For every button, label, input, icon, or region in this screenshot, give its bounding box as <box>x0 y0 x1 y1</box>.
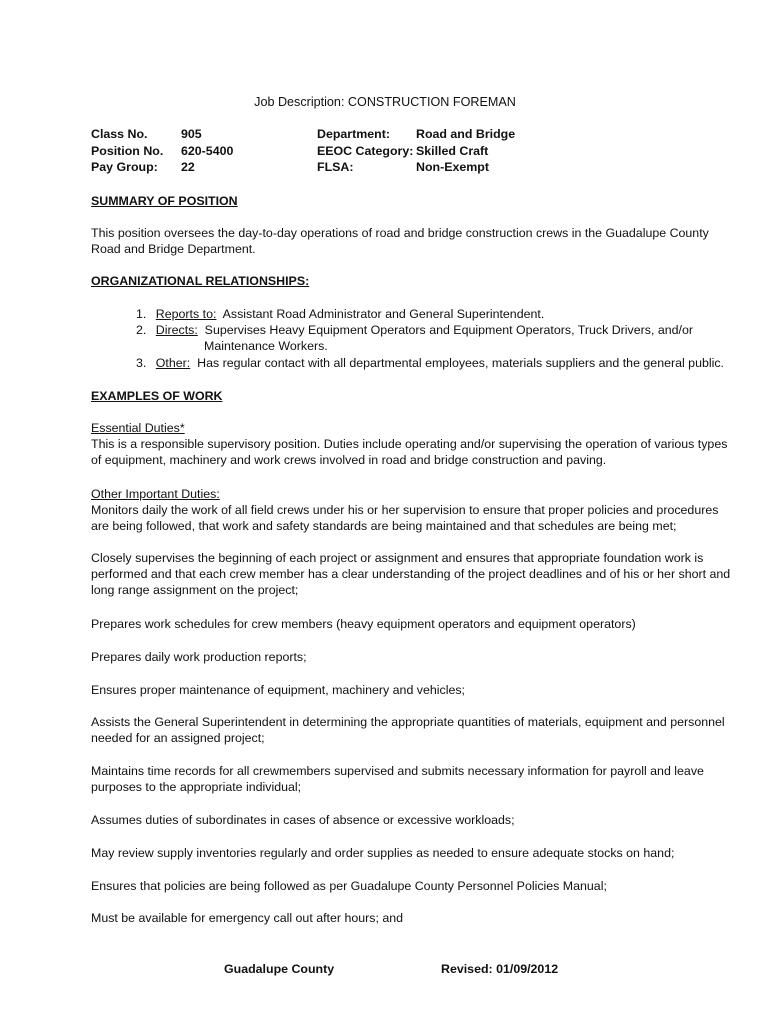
eeoc-label: EEOC Category: <box>317 144 414 158</box>
duty-line: Maintains time records for all crewmembers supervised and submits necessary information for payroll and leave <box>91 764 704 778</box>
duty-line: long range assignment on the project; <box>91 583 299 597</box>
org-item-other <box>136 356 724 370</box>
essential-duties-line: This is a responsible supervisory position. Duties include operating and/or supervising the operation of various types <box>91 437 728 451</box>
duty-line: Must be available for emergency call out after hours; and <box>91 911 403 925</box>
duty-line: Prepares work schedules for crew members (heavy equipment operators and equipment operators) <box>91 617 636 631</box>
pay-group-value: 22 <box>181 160 195 174</box>
department-value: Road and Bridge <box>416 127 516 141</box>
footer-revised-date: Revised: 01/09/2012 <box>441 962 559 976</box>
eeoc-value: Skilled Craft <box>416 144 489 158</box>
org-item-text: Has regular contact with all departmental employees, materials suppliers and the general public. <box>190 356 724 370</box>
position-value: 620-5400 <box>181 144 234 158</box>
org-item-directs <box>136 323 693 337</box>
duty-line: purposes to the appropriate individual; <box>91 780 302 794</box>
org-item-reports-to <box>136 307 544 321</box>
other-duties-label: Other Important Duties: <box>91 487 220 501</box>
summary-paragraph <box>91 225 709 257</box>
examples-heading: EXAMPLES OF WORK <box>91 389 223 403</box>
department-label: Department: <box>317 127 390 141</box>
duty-paragraph <box>91 878 691 894</box>
duty-paragraph <box>91 763 704 795</box>
duty-paragraph <box>91 616 691 632</box>
class-label: Class No. <box>91 127 148 141</box>
summary-line: This position oversees the day-to-day operations of road and bridge construction crews in the Guadalupe County <box>91 226 709 240</box>
pay-group-label: Pay Group: <box>91 160 158 174</box>
summary-heading: SUMMARY OF POSITION <box>91 194 238 208</box>
other-duties-line: are being followed, that work and safety standards are being maintained and that schedules are being met; <box>91 519 677 533</box>
essential-duties-block <box>91 420 728 468</box>
duty-paragraph <box>91 649 691 665</box>
flsa-value: Non-Exempt <box>416 160 489 174</box>
essential-duties-line: of equipment, machinery and work crews involved in road and bridge construction and paving. <box>91 453 607 467</box>
other-duties-line: Monitors daily the work of all field crews under his or her supervision to ensure that proper policies and procedures <box>91 503 719 517</box>
org-item-text: Assistant Road Administrator and General Superintendent. <box>216 307 545 321</box>
org-item-label: Other: <box>155 356 191 370</box>
org-item-number: 1. <box>136 307 147 321</box>
duty-paragraph <box>91 550 731 598</box>
duty-paragraph <box>91 714 725 746</box>
footer-county: Guadalupe County <box>224 962 335 976</box>
duty-line: May review supply inventories regularly and order supplies as needed to ensure adequate stocks on hand; <box>91 846 675 860</box>
essential-duties-label: Essential Duties* <box>91 421 185 435</box>
org-item-number: 2. <box>136 323 147 337</box>
org-item-number: 3. <box>136 356 147 370</box>
org-item-label: Directs: <box>155 323 198 337</box>
duty-line: needed for an assigned project; <box>91 731 265 745</box>
duty-line: Assists the General Superintendent in determining the appropriate quantities of materials, equipment and personnel <box>91 715 725 729</box>
page-title: Job Description: CONSTRUCTION FOREMAN <box>254 95 516 109</box>
duty-line: Prepares daily work production reports; <box>91 650 307 664</box>
other-duties-block <box>91 486 719 534</box>
summary-line: Road and Bridge Department. <box>91 242 256 256</box>
duty-line: Ensures proper maintenance of equipment, machinery and vehicles; <box>91 683 465 697</box>
position-label: Position No. <box>91 144 164 158</box>
duty-paragraph <box>91 845 691 861</box>
flsa-label: FLSA: <box>317 160 354 174</box>
class-value: 905 <box>181 127 202 141</box>
duty-paragraph <box>91 910 691 926</box>
duty-line: Closely supervises the beginning of each project or assignment and ensures that appropriate foundation work is <box>91 551 704 565</box>
org-item-directs-continued: Maintenance Workers. <box>204 339 328 353</box>
duty-line: performed and that each crew member has a clear understanding of the project deadlines and of his or her short and <box>91 567 731 581</box>
duty-paragraph <box>91 682 691 698</box>
org-item-label: Reports to: <box>155 307 217 321</box>
duty-line: Ensures that policies are being followed as per Guadalupe County Personnel Policies Manual; <box>91 879 607 893</box>
duty-line: Assumes duties of subordinates in cases of absence or excessive workloads; <box>91 813 515 827</box>
duty-paragraph <box>91 812 691 828</box>
org-item-text: Supervises Heavy Equipment Operators and Equipment Operators, Truck Drivers, and/or <box>197 323 693 337</box>
org-heading: ORGANIZATIONAL RELATIONSHIPS: <box>91 274 310 288</box>
